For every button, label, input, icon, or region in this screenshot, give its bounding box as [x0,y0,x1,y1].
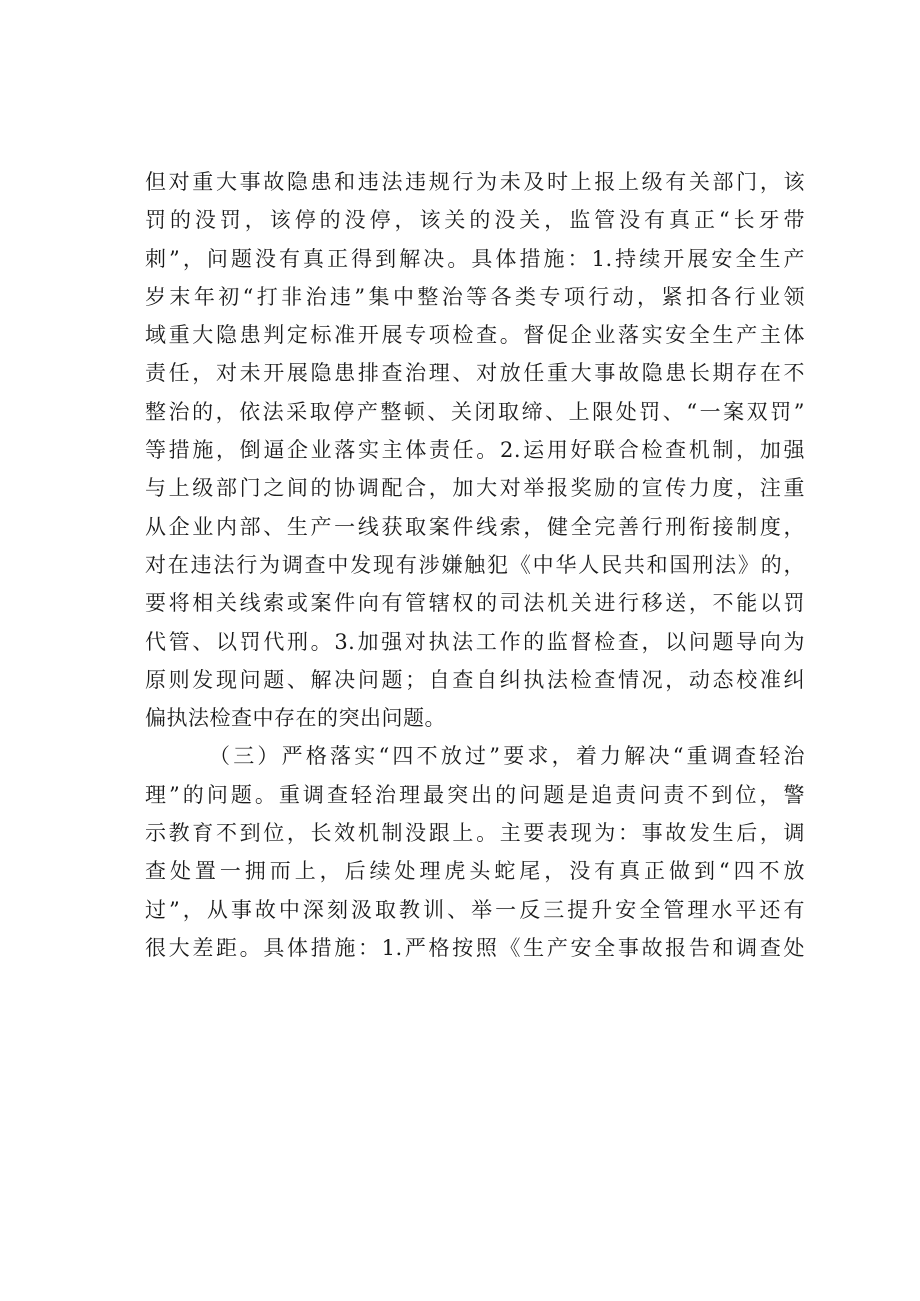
text-line: 与上级部门之间的协调配合，加大对举报奖励的宣传力度，注重 [145,476,805,501]
text-line: （三）严格落实“四不放过”要求，着力解决“重调查轻治 [209,744,805,769]
text-line: 等措施，倒逼企业落实主体责任。2.运用好联合检查机制，加强 [145,438,805,463]
text-line: 代管、以罚代刑。3.加强对执法工作的监督检查，以问题导向为 [145,629,805,654]
text-line: 查处置一拥而上，后续处理虎头蛇尾，没有真正做到“四不放 [145,859,805,884]
text-line: 但对重大事故隐患和违法违规行为未及时上报上级有关部门，该 [145,170,805,194]
text-line: 域重大隐患判定标准开展专项检查。督促企业落实安全生产主体 [145,323,805,348]
text-line: 罚的没罚，该停的没停，该关的没关，监管没有真正“长牙带 [145,208,805,233]
paragraph-1 [145,163,805,737]
text-line: 责任，对未开展隐患排查治理、对放任重大事故隐患长期存在不 [145,361,805,386]
text-line: 岁末年初“打非治违”集中整治等各类专项行动，紧扣各行业领 [145,284,805,309]
text-line: 原则发现问题、解决问题；自查自纠执法检查情况，动态校准纠 [145,667,805,692]
paragraph-2 [145,737,805,967]
text-line: 偏执法检查中存在的突出问题。 [145,706,446,731]
text-line: 对在违法行为调查中发现有涉嫌触犯《中华人民共和国刑法》的， [145,552,805,577]
text-line: 示教育不到位，长效机制没跟上。主要表现为：事故发生后，调 [145,821,805,846]
body-text [145,163,805,967]
text-line: 过”，从事故中深刻汲取教训、举一反三提升安全管理水平还有 [145,897,805,922]
text-line: 从企业内部、生产一线获取案件线索，健全完善行刑衔接制度， [145,514,805,539]
text-line: 要将相关线索或案件向有管辖权的司法机关进行移送，不能以罚 [145,591,805,616]
text-line: 刺”，问题没有真正得到解决。具体措施：1.持续开展安全生产 [145,246,805,271]
text-line: 整治的，依法采取停产整顿、关闭取缔、上限处罚、“一案双罚” [145,399,805,424]
text-line: 很大差距。具体措施：1.严格按照《生产安全事故报告和调查处 [145,935,805,960]
text-line: 理”的问题。重调查轻治理最突出的问题是追责问责不到位，警 [145,782,805,807]
